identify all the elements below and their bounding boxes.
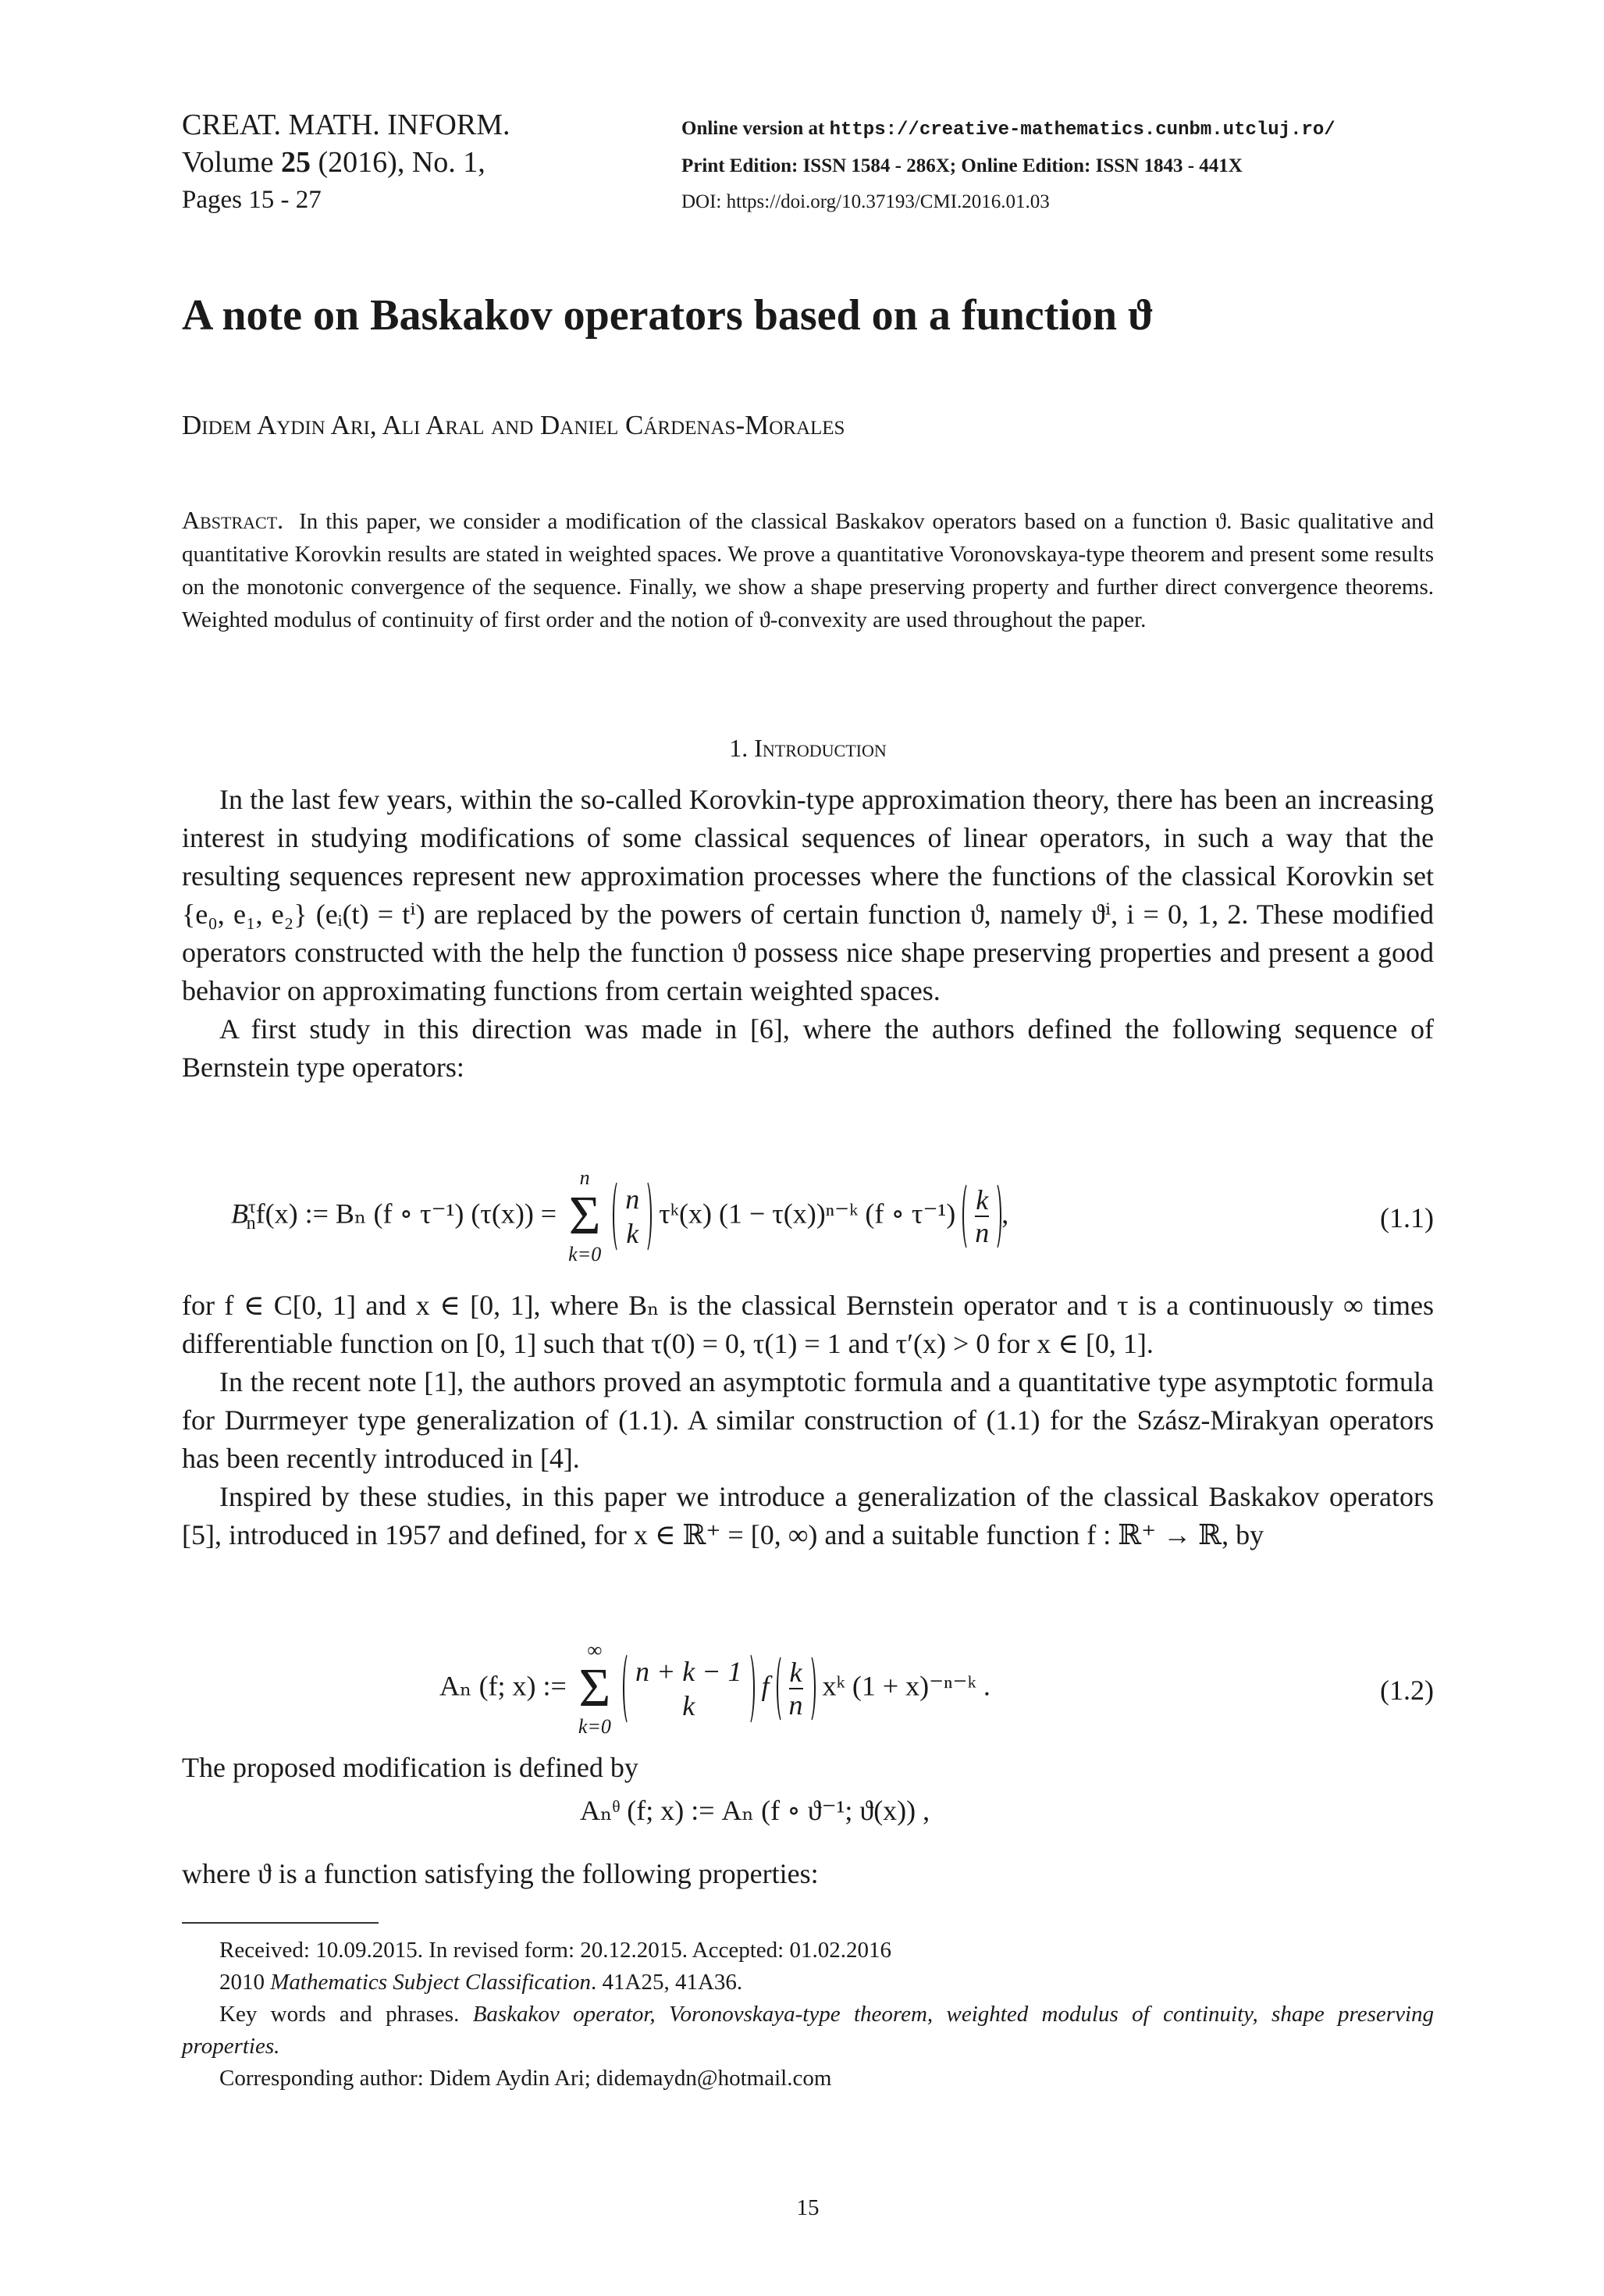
intro-block-3 bbox=[182, 1749, 1434, 1787]
equation-modification bbox=[182, 1794, 1434, 1841]
abstract-text: In this paper, we consider a modification of the classical Baskakov operators based on a function ϑ. Basic qualitative and quantitative Korovkin results are stated in weighted spaces. We prove a quantitative Voronovskaya-type theorem and present some results on the monotonic convergence of the sequence. Finally, we show a shape preserving property and further direct convergence theorems. Weighted modulus of continuity of first order and the notion of ϑ-convexity are used throughout the paper. bbox=[182, 509, 1435, 632]
sum-symbol: n Σ k=0 bbox=[568, 1166, 602, 1265]
paragraph: for f ∈ C[0, 1] and x ∈ [0, 1], where Bₙ is the classical Bernstein operator and τ is a continuously ∞ times differentiable function on [0, 1] such that τ(0) = 0, τ(1) = 1 and τ′(x) > 0 for x ∈ [0, 1]. bbox=[182, 1290, 1434, 1359]
paragraph: The proposed modification is defined by bbox=[182, 1752, 638, 1783]
equation-number: (1.2) bbox=[1380, 1675, 1434, 1706]
section-heading: 1. Introduction bbox=[729, 734, 887, 762]
paragraph: Inspired by these studies, in this paper we introduce a generalization of the classical Baskakov operators [5], introduced in 1957 and defined, for x ∈ ℝ⁺ = [0, ∞) and a suitable function f : ℝ⁺ → ℝ, by bbox=[182, 1481, 1434, 1550]
binomial-top: n + k − 1 bbox=[635, 1656, 742, 1687]
footnote-received: Received: 10.09.2015. In revised form: 20.12.2015. Accepted: 01.02.2016 bbox=[219, 1938, 891, 1963]
volume-number: 25 bbox=[281, 146, 311, 179]
equation-expression: $B^\tau_nf(x)$ := Bₙ (f ∘ τ⁻¹) (τ(x)) = n Σ k=0 n k τᵏ(x) (1 − τ(x))ⁿ⁻ᵏ (f ∘ τ⁻¹) $\frac{k}{n}$ , bbox=[231, 1166, 1009, 1265]
intro-block-1 bbox=[182, 781, 1434, 1087]
eq-part: τᵏ(x) (1 − τ(x))ⁿ⁻ᵏ (f ∘ τ⁻¹) bbox=[659, 1198, 956, 1230]
journal-volume bbox=[182, 144, 510, 181]
sum-upper: ∞ bbox=[587, 1639, 603, 1661]
volume-prefix: Volume bbox=[182, 146, 282, 179]
eq-operator: B bbox=[231, 1198, 248, 1230]
binomial bbox=[613, 1182, 652, 1251]
footnote-corresponding: Corresponding author: Didem Aydin Ari; didemaydn@hotmail.com bbox=[219, 2066, 832, 2091]
online-version bbox=[681, 111, 1335, 148]
equation-1-1 bbox=[182, 1167, 1434, 1284]
paragraph: A first study in this direction was made in [6], where the authors defined the following sequence of Bernstein type operators: bbox=[182, 1013, 1434, 1083]
fraction-bottom: n bbox=[788, 1689, 803, 1721]
msc-year: 2010 bbox=[219, 1970, 271, 1995]
intro-block-2 bbox=[182, 1287, 1434, 1554]
fraction-top: k bbox=[789, 1657, 802, 1688]
keywords-text: Baskakov operator, Voronovskaya-type theorem, weighted modulus of continuity, shape preserving properties. bbox=[182, 2002, 1434, 2059]
journal-pages: Pages 15 - 27 bbox=[182, 186, 322, 214]
equation-expression: Aₙᶿ (f; x) := Aₙ (f ∘ ϑ⁻¹; ϑ(x)) , bbox=[580, 1795, 930, 1826]
msc-codes: . 41A25, 41A36. bbox=[591, 1970, 743, 1995]
online-url-link[interactable]: https://creative-mathematics.cunbm.utcluj.ro/ bbox=[829, 119, 1335, 141]
msc-label: Mathematics Subject Classification bbox=[270, 1970, 592, 1995]
paragraph: In the recent note [1], the authors proved an asymptotic formula and a quantitative type asymptotic formula for Durrmeyer type generalization of (1.1). A similar construction of (1.1) for the Szász-Mirakyan operators has been recently introduced in [4]. bbox=[182, 1366, 1434, 1474]
volume-suffix: (2016), No. 1, bbox=[311, 146, 485, 179]
paper-title: A note on Baskakov operators based on a function ϑ bbox=[182, 291, 1154, 340]
equation-number: (1.1) bbox=[1380, 1202, 1434, 1233]
sum-lower: k=0 bbox=[578, 1715, 611, 1738]
eq-part: f(x) := Bₙ (f ∘ τ⁻¹) (τ(x)) = bbox=[255, 1198, 557, 1230]
equation-expression bbox=[439, 1639, 990, 1738]
abstract-label: Abstract. bbox=[182, 506, 284, 534]
issn-info: Print Edition: ISSN 1584 - 286X; Online Edition: ISSN 1843 - 441X bbox=[681, 155, 1243, 176]
keywords-label: Key words and phrases. bbox=[219, 2002, 473, 2027]
journal-name: CREAT. MATH. INFORM. bbox=[182, 109, 510, 141]
online-label: Online version at bbox=[681, 118, 830, 139]
publication-info bbox=[681, 111, 1335, 220]
paragraph: In the last few years, within the so-called Korovkin-type approximation theory, there has been an increasing interest in studying modifications of some classical sequences of linear operators, in such a way that the resulting sequences represent new approximation processes where the functions of the classical Korovkin set {e₀, e₁, e₂} (eᵢ(t) = tⁱ) are replaced by the powers of certain function ϑ, namely ϑⁱ, i = 0, 1, 2. These modified operators constructed with the help the function ϑ possess nice shape preserving properties and present a good behavior on approximating functions from certain weighted spaces. bbox=[182, 784, 1434, 1006]
footnotes bbox=[182, 1935, 1434, 2095]
paper-authors: Didem Aydin Ari, Ali Aral and Daniel Cárdenas-Morales bbox=[182, 410, 845, 440]
binomial bbox=[623, 1654, 755, 1723]
intro-block-4 bbox=[182, 1855, 1434, 1893]
binomial-bottom: k bbox=[682, 1690, 695, 1721]
fraction-top: k bbox=[976, 1184, 989, 1216]
page-number: 15 bbox=[796, 2195, 820, 2220]
fraction-paren bbox=[777, 1657, 816, 1721]
eq-part: f bbox=[761, 1670, 770, 1702]
binomial-top: n bbox=[625, 1184, 640, 1215]
footnote-msc bbox=[182, 1967, 1434, 1999]
journal-header bbox=[182, 106, 510, 219]
doi-link[interactable]: DOI: https://doi.org/10.37193/CMI.2016.01.03 bbox=[681, 191, 1050, 212]
equation-1-2 bbox=[182, 1639, 1434, 1757]
fraction-paren bbox=[962, 1184, 1001, 1248]
sum-upper: n bbox=[579, 1166, 590, 1189]
fraction-bottom: n bbox=[975, 1217, 990, 1248]
footnote-rule bbox=[182, 1922, 379, 1924]
eq-part: Aₙ (f; x) := bbox=[439, 1670, 567, 1702]
paragraph: where ϑ is a function satisfying the following properties: bbox=[182, 1858, 819, 1889]
footnote-keywords bbox=[182, 1999, 1434, 2063]
sum-lower: k=0 bbox=[568, 1243, 602, 1265]
abstract bbox=[182, 504, 1434, 636]
sum-symbol: ∞ Σ k=0 bbox=[578, 1639, 611, 1738]
binomial-bottom: k bbox=[626, 1218, 639, 1249]
eq-part: xᵏ (1 + x)⁻ⁿ⁻ᵏ . bbox=[822, 1670, 990, 1702]
